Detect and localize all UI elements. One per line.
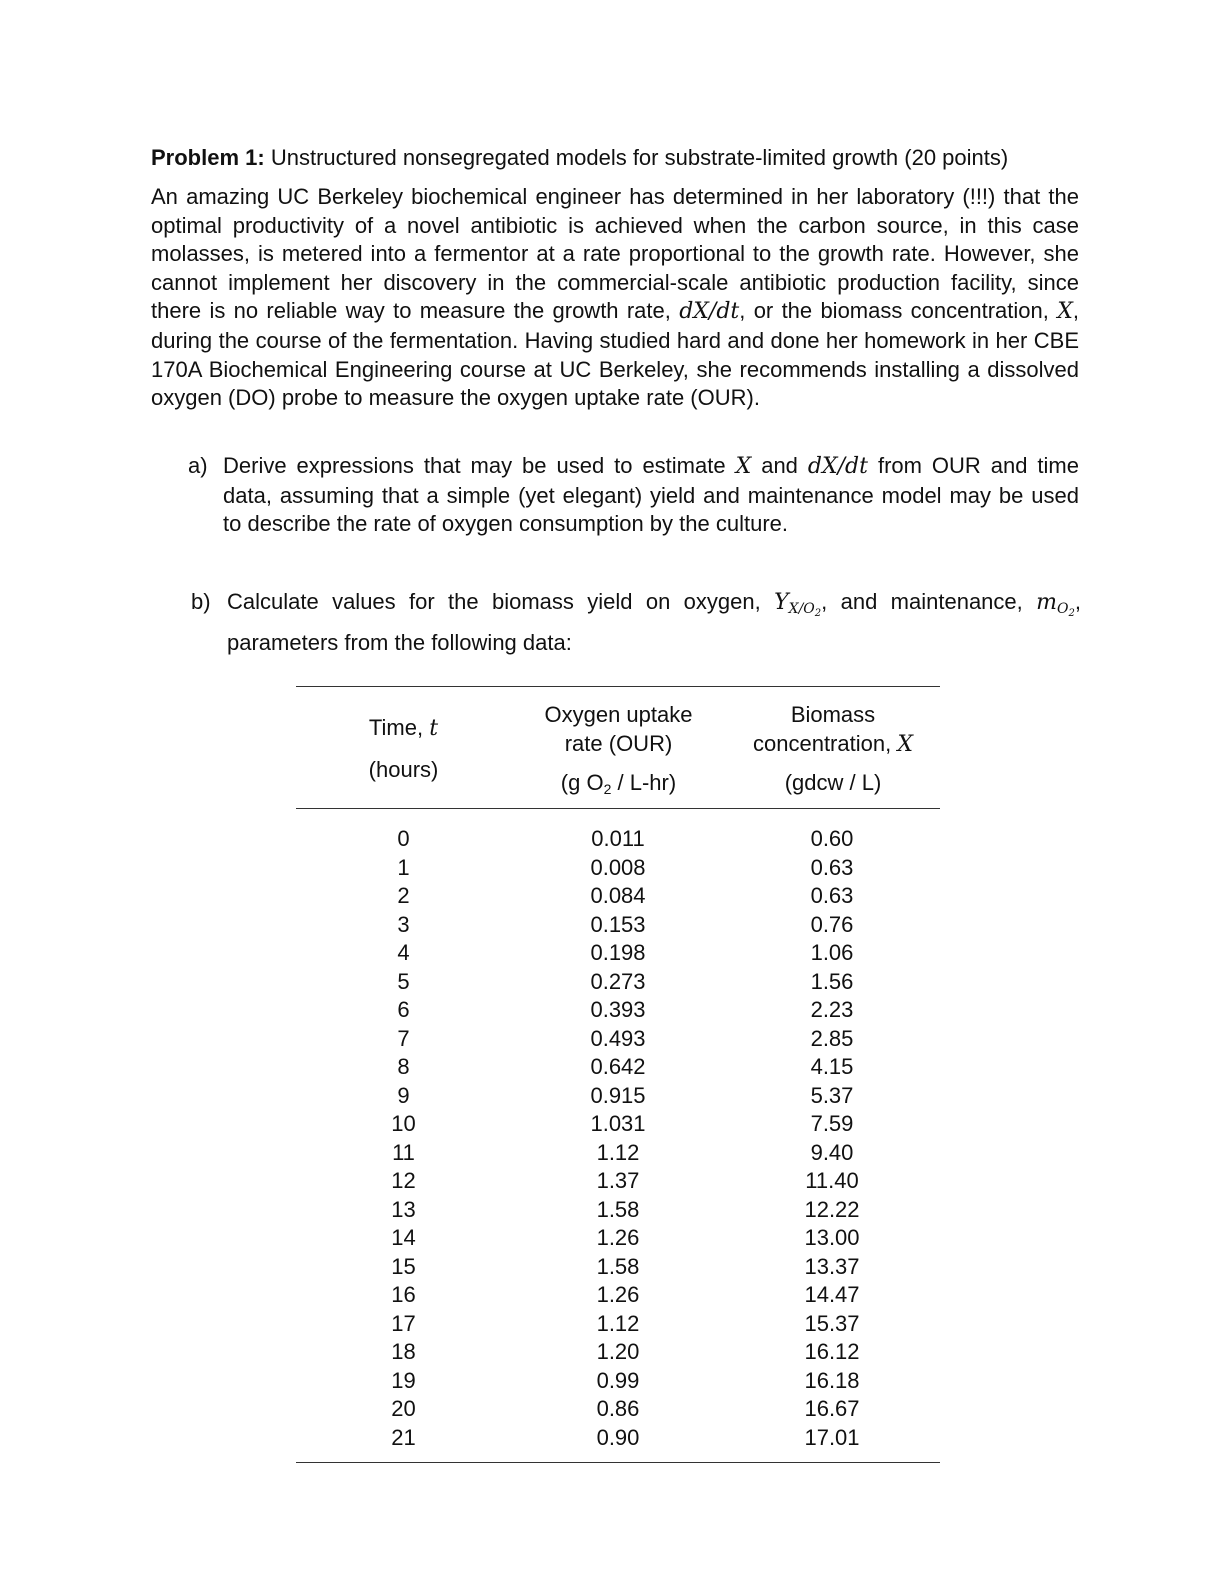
header-our-line1: Oxygen uptake bbox=[544, 702, 693, 727]
our-cell: 0.393 bbox=[590, 997, 646, 1022]
time-cell: 1 bbox=[397, 854, 410, 880]
biomass-cell: 0.60 bbox=[810, 826, 854, 851]
header-our-unit-post: / L-hr) bbox=[611, 770, 677, 795]
maintenance-symbol bbox=[1036, 590, 1075, 619]
our-cell: 1.20 bbox=[596, 1339, 640, 1364]
problem-title: Unstructured nonsegregated models for substrate-limited growth (20 points) bbox=[270, 145, 1009, 170]
data-table bbox=[296, 686, 940, 1463]
our-cell: 1.26 bbox=[596, 1225, 640, 1250]
header-our-unit-sub: 2 bbox=[603, 781, 612, 797]
biomass-cell: 0.63 bbox=[810, 883, 854, 908]
maintenance-symbol-subsubscript: 2 bbox=[1068, 608, 1075, 619]
table-bottom-rule bbox=[296, 1462, 940, 1463]
our-cell: 0.99 bbox=[596, 1367, 640, 1393]
time-cell: 0 bbox=[397, 826, 410, 851]
our-cell: 1.12 bbox=[596, 1310, 640, 1336]
part-b-text-2: , and maintenance, bbox=[821, 589, 1023, 614]
intro-symbol-x: X bbox=[1057, 299, 1073, 325]
our-cell: 0.011 bbox=[591, 826, 645, 851]
time-cell: 3 bbox=[397, 911, 410, 937]
our-cell: 0.915 bbox=[590, 1082, 646, 1108]
header-biomass bbox=[728, 700, 938, 795]
part-a-text-3: from OUR and time data, assuming that a simple (yet elegant) yield and maintenance model may be used to describe the rate of oxygen consumption by the culture. bbox=[223, 453, 1079, 537]
header-biomass-line2 bbox=[728, 729, 938, 759]
biomass-cell: 0.76 bbox=[810, 911, 854, 937]
part-a-text bbox=[223, 452, 1079, 539]
biomass-cell: 1.56 bbox=[810, 968, 854, 994]
biomass-cell: 16.67 bbox=[804, 1396, 860, 1421]
biomass-cell: 17.01 bbox=[804, 1424, 860, 1450]
our-cell: 0.084 bbox=[590, 883, 646, 908]
time-cell: 7 bbox=[397, 1025, 410, 1051]
time-cell: 21 bbox=[391, 1424, 416, 1450]
column-our bbox=[568, 825, 668, 1452]
biomass-cell: 7.59 bbox=[810, 1111, 854, 1136]
header-time-unit: (hours) bbox=[368, 757, 439, 782]
our-cell: 1.26 bbox=[596, 1282, 640, 1307]
our-cell: 1.58 bbox=[596, 1253, 640, 1279]
intro-text-1: An amazing UC Berkeley biochemical engineer has determined in her laboratory (!!!) that the optimal productivity of a novel antibiotic is achieved when the carbon source, in this case molasses, is metered into a fermentor at a rate proportional to the growth rate. However, she cannot implement her discovery in the commercial-scale antibiotic production facility, since there is no reliable way to measure the growth rate, bbox=[151, 184, 1079, 324]
header-biomass-line1: Biomass bbox=[790, 702, 876, 727]
yield-symbol-subscript: X/O bbox=[788, 601, 815, 617]
table-top-rule bbox=[296, 686, 940, 687]
part-b-text bbox=[227, 588, 1081, 657]
header-our-unit bbox=[516, 768, 721, 804]
part-a-text-1: Derive expressions that may be used to estimate bbox=[223, 453, 726, 478]
header-biomass-symbol: X bbox=[897, 732, 913, 757]
header-our-line2: rate (OUR) bbox=[564, 731, 673, 756]
time-cell: 14 bbox=[391, 1225, 416, 1250]
yield-symbol-letter: Y bbox=[774, 590, 789, 615]
biomass-cell: 14.47 bbox=[804, 1282, 860, 1307]
biomass-cell: 15.37 bbox=[804, 1310, 860, 1336]
our-cell: 1.58 bbox=[596, 1196, 640, 1222]
biomass-cell: 4.15 bbox=[810, 1054, 854, 1079]
header-our-unit-pre: (g O bbox=[560, 770, 604, 795]
time-cell: 15 bbox=[391, 1253, 416, 1279]
biomass-cell: 2.23 bbox=[810, 997, 854, 1022]
part-b-text-1: Calculate values for the biomass yield on oxygen, bbox=[227, 589, 761, 614]
problem-label: Problem 1: bbox=[151, 145, 265, 170]
part-b-text-3: , parameters from the following data: bbox=[227, 589, 1081, 655]
maintenance-symbol-letter: m bbox=[1036, 590, 1057, 615]
header-our bbox=[516, 700, 721, 797]
column-time bbox=[366, 825, 441, 1452]
column-biomass bbox=[782, 825, 882, 1452]
our-cell: 0.86 bbox=[596, 1396, 640, 1421]
biomass-cell: 13.37 bbox=[804, 1253, 860, 1279]
time-cell: 11 bbox=[392, 1139, 415, 1165]
biomass-cell: 11.40 bbox=[805, 1168, 859, 1193]
header-time bbox=[341, 713, 466, 782]
our-cell: 0.90 bbox=[596, 1424, 640, 1450]
time-cell: 19 bbox=[391, 1367, 416, 1393]
our-cell: 1.12 bbox=[596, 1139, 640, 1165]
header-time-label bbox=[341, 713, 466, 743]
our-cell: 0.153 bbox=[590, 911, 646, 937]
biomass-cell: 16.18 bbox=[804, 1367, 860, 1393]
intro-text-2: , or the biomass concentration, bbox=[739, 298, 1049, 324]
header-time-text: Time, bbox=[368, 715, 424, 740]
biomass-cell: 5.37 bbox=[810, 1082, 854, 1108]
our-cell: 0.273 bbox=[590, 968, 646, 994]
time-cell: 8 bbox=[397, 1054, 410, 1079]
intro-text-3: , during the course of the fermentation. Having studied hard and done her homework in her CBE 170A Biochemical Engineering course at UC Berkeley, she recommends installing a dissolved oxygen (DO) probe to measure the oxygen uptake rate (OUR). bbox=[151, 298, 1079, 411]
time-cell: 4 bbox=[397, 940, 410, 965]
yield-symbol-subsubscript: 2 bbox=[814, 608, 822, 619]
our-cell: 1.37 bbox=[596, 1168, 640, 1193]
our-cell: 0.198 bbox=[590, 940, 646, 965]
time-cell: 6 bbox=[397, 997, 410, 1022]
time-cell: 13 bbox=[391, 1196, 416, 1222]
part-a-symbol-x: X bbox=[735, 454, 752, 479]
maintenance-symbol-subscript: O bbox=[1057, 601, 1069, 617]
intro-symbol-dxdt: dX/dt bbox=[679, 299, 740, 325]
time-cell: 9 bbox=[397, 1082, 410, 1108]
our-cell: 0.493 bbox=[590, 1025, 646, 1051]
header-biomass-unit: (gdcw / L) bbox=[784, 770, 882, 795]
part-a-text-2: and bbox=[761, 453, 798, 478]
our-cell: 1.031 bbox=[590, 1111, 646, 1136]
our-cell: 0.642 bbox=[590, 1054, 646, 1079]
biomass-cell: 2.85 bbox=[810, 1025, 854, 1051]
part-b-marker: b) bbox=[191, 589, 211, 614]
time-cell: 5 bbox=[397, 968, 410, 994]
time-cell: 17 bbox=[391, 1310, 416, 1336]
part-a-marker: a) bbox=[188, 453, 208, 478]
biomass-cell: 12.22 bbox=[804, 1196, 860, 1222]
time-cell: 18 bbox=[391, 1339, 416, 1364]
biomass-cell: 0.63 bbox=[810, 854, 854, 880]
time-cell: 2 bbox=[397, 883, 410, 908]
biomass-cell: 13.00 bbox=[804, 1225, 860, 1250]
biomass-cell: 9.40 bbox=[810, 1139, 854, 1165]
header-time-symbol: t bbox=[429, 716, 439, 741]
time-cell: 12 bbox=[391, 1168, 416, 1193]
our-cell: 0.008 bbox=[590, 854, 646, 880]
time-cell: 10 bbox=[391, 1111, 416, 1136]
time-cell: 20 bbox=[391, 1396, 416, 1421]
header-biomass-text: concentration, bbox=[753, 731, 892, 756]
yield-symbol bbox=[774, 590, 822, 619]
intro-paragraph bbox=[151, 183, 1079, 413]
table-header-rule bbox=[296, 808, 940, 809]
problem-heading bbox=[151, 143, 1081, 173]
biomass-cell: 1.06 bbox=[810, 940, 854, 965]
biomass-cell: 16.12 bbox=[804, 1339, 860, 1364]
time-cell: 16 bbox=[391, 1282, 416, 1307]
part-a-symbol-dxdt: dX/dt bbox=[807, 454, 868, 479]
